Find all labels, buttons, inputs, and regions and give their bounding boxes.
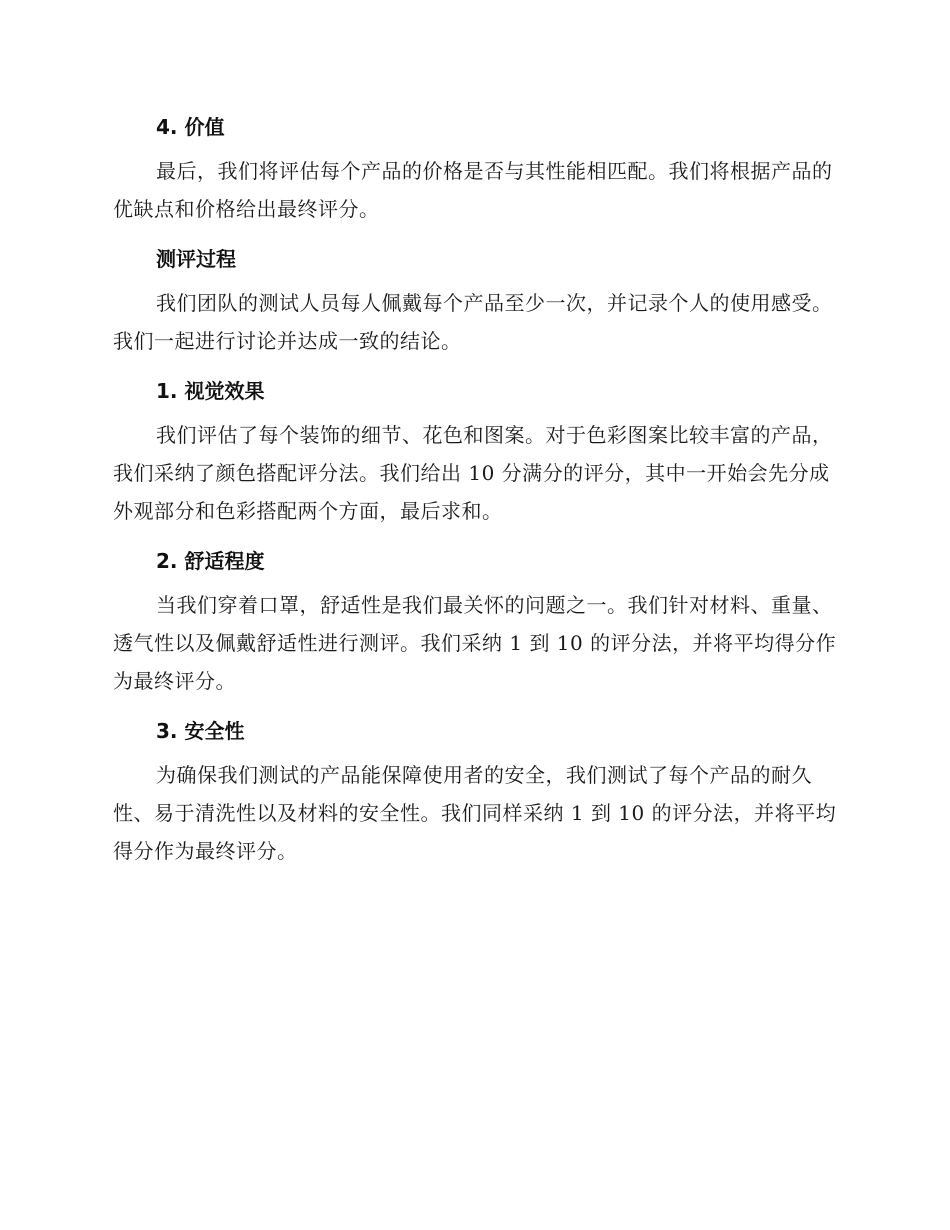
section-paragraph-review-process: 我们团队的测试人员每人佩戴每个产品至少一次，并记录个人的使用感受。我们一起进行讨论并达成一致的结论。 [113, 291, 833, 353]
section-heading-safety: 3. 安全性 [156, 719, 245, 743]
section-heading-visual-effect: 1. 视觉效果 [156, 379, 265, 403]
section-paragraph-comfort: 当我们穿着口罩，舒适性是我们最关怀的问题之一。我们针对材料、重量、透气性以及佩戴舒适性进行测评。我们采纳 1 到 10 的评分法，并将平均得分作为最终评分。 [113, 593, 837, 693]
section-paragraph-value: 最后，我们将评估每个产品的价格是否与其性能相匹配。我们将根据产品的优缺点和价格给出最终评分。 [113, 159, 833, 221]
document-body [113, 110, 838, 870]
section-heading-comfort: 2. 舒适程度 [156, 549, 265, 573]
section-heading-value: 4. 价值 [156, 115, 225, 139]
section-paragraph-safety: 为确保我们测试的产品能保障使用者的安全，我们测试了每个产品的耐久性、易于清洗性以及材料的安全性。我们同样采纳 1 到 10 的评分法，并将平均得分作为最终评分。 [113, 763, 837, 863]
section-paragraph-visual-effect: 我们评估了每个装饰的细节、花色和图案。对于色彩图案比较丰富的产品，我们采纳了颜色搭配评分法。我们给出 10 分满分的评分，其中一开始会先分成外观部分和色彩搭配两个方面，最后求和。 [113, 423, 833, 523]
section-heading-review-process: 测评过程 [156, 247, 236, 271]
